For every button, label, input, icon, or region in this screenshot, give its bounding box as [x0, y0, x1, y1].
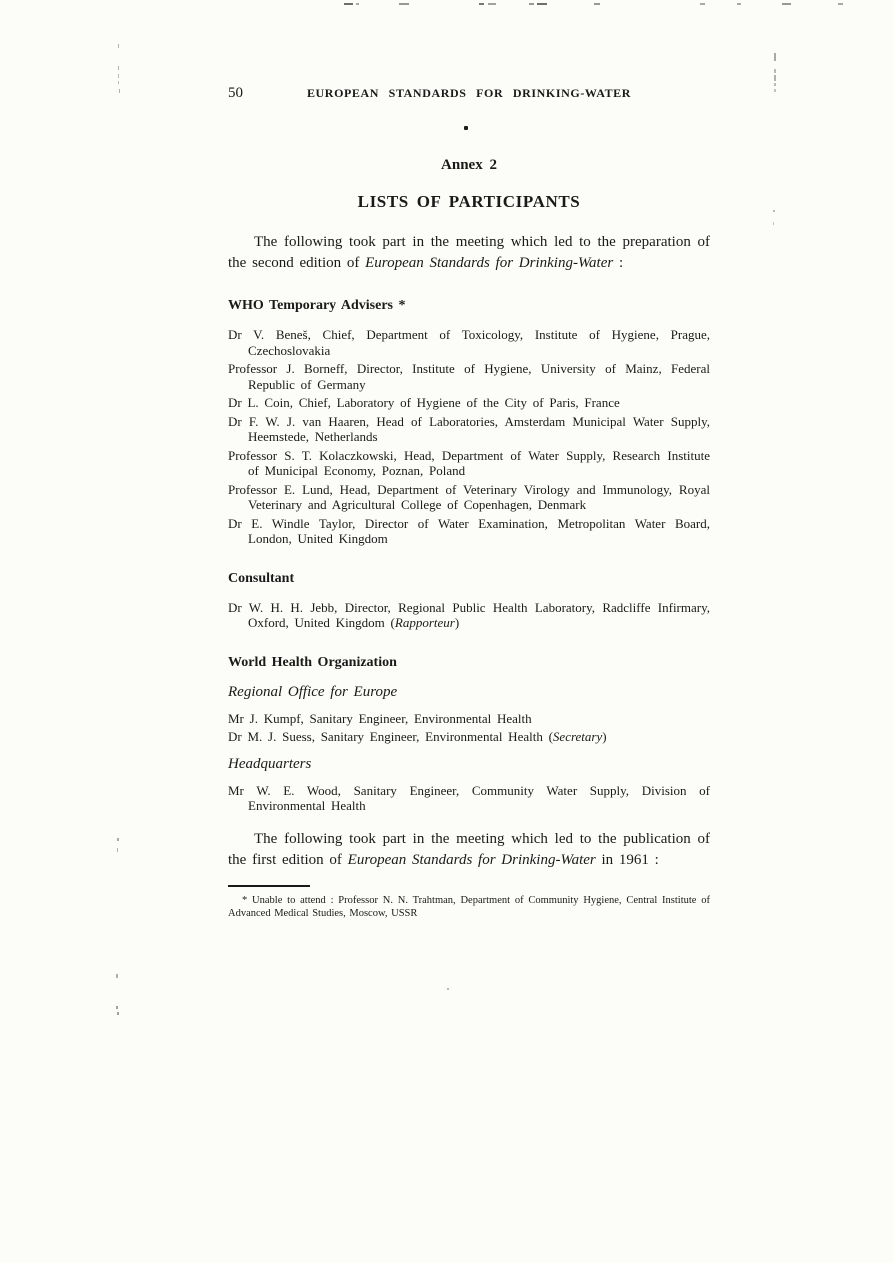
participant-entry — [228, 414, 710, 445]
annex-label: Annex 2 — [441, 157, 497, 173]
footnote: * Unable to attend : Professor N. N. Trahtman, Department of Community Hygiene, Central Institute of Advanced Medical Studies, Moscow, USSR — [228, 894, 710, 919]
intro-text: The following took part in the meeting which led to the preparation of the second edition of — [228, 234, 710, 271]
scan-speck — [737, 3, 741, 5]
intro-paragraph — [228, 232, 710, 274]
scan-speck — [117, 848, 118, 852]
entry-after: ) — [454, 615, 460, 630]
scan-speck — [447, 988, 449, 990]
participant-entry — [228, 516, 710, 547]
scan-speck — [773, 222, 774, 225]
scan-speck — [774, 53, 776, 61]
running-head: EUROPEAN STANDARDS FOR DRINKING-WATER — [306, 86, 632, 100]
participant-entry — [228, 395, 710, 411]
entry-role-italic: Secretary — [552, 729, 603, 744]
scan-speck — [782, 3, 791, 5]
participant-entry — [228, 783, 710, 814]
participant-entry — [228, 729, 710, 745]
entry-text: Mr W. E. Wood, Sanitary Engineer, Community Water Supply, Division of Environmental Health — [228, 782, 710, 813]
section-heading-who: World Health Organization — [228, 654, 397, 670]
entry-text: Professor E. Lund, Head, Department of Veterinary Virology and Immunology, Royal Veterinary and Agricultural College of Copenhagen, Denmark — [228, 481, 710, 512]
section-heading-consultant: Consultant — [228, 570, 295, 586]
entry-text: Dr M. J. Suess, Sanitary Engineer, Environmental Health ( — [228, 729, 553, 744]
scan-speck — [118, 66, 119, 70]
footnote-rule — [228, 885, 310, 887]
participant-entry — [228, 711, 710, 727]
entry-after: ) — [602, 729, 607, 744]
scan-speck — [773, 210, 775, 212]
page-number: 50 — [228, 85, 243, 101]
entry-text: Professor S. T. Kolaczkowski, Head, Department of Water Supply, Research Institute of Municipal Economy, Poznan, Poland — [228, 447, 710, 478]
scan-speck — [118, 81, 119, 84]
scan-speck — [774, 69, 776, 73]
intro-italic-title: European Standards for Drinking-Water — [365, 255, 614, 271]
scan-speck — [774, 83, 776, 86]
scan-speck — [117, 1012, 119, 1015]
closing-italic-title: European Standards for Drinking-Water — [347, 851, 596, 868]
page-header — [228, 86, 710, 102]
text-column — [228, 0, 710, 920]
scan-speck — [118, 44, 119, 48]
closing-paragraph — [228, 829, 710, 871]
subsection-heading-headquarters: Headquarters — [228, 755, 312, 772]
scan-speck — [774, 89, 776, 92]
closing-tail: in 1961 : — [595, 851, 659, 868]
entry-text: Professor J. Borneff, Director, Institute of Hygiene, University of Mainz, Federal Republic of Germany — [228, 361, 710, 392]
scan-speck — [118, 74, 119, 78]
participant-entry — [228, 448, 710, 479]
entry-text: Dr E. Windle Taylor, Director of Water Examination, Metropolitan Water Board, London, United Kingdom — [228, 515, 710, 546]
scan-speck — [774, 75, 776, 81]
scan-speck — [119, 89, 120, 93]
section-heading-who-temporary-advisers: WHO Temporary Advisers * — [228, 298, 406, 313]
subsection-heading-regional-office: Regional Office for Europe — [228, 683, 398, 700]
scan-speck — [117, 838, 119, 841]
participant-entry — [228, 361, 710, 392]
entry-role-italic: Rapporteur — [394, 615, 455, 630]
participant-entry — [228, 482, 710, 513]
entry-text: Dr V. Beneš, Chief, Department of Toxicology, Institute of Hygiene, Prague, Czechoslovakia — [228, 327, 710, 358]
entry-text: Dr W. H. H. Jebb, Director, Regional Public Health Laboratory, Radcliffe Infirmary, Oxford, United Kingdom ( — [228, 599, 710, 630]
intro-tail: : — [613, 255, 624, 271]
entry-text: Dr L. Coin, Chief, Laboratory of Hygiene of the City of Paris, France — [228, 395, 620, 410]
participant-entry — [228, 327, 710, 358]
scan-speck — [838, 3, 843, 5]
scan-speck — [116, 974, 118, 978]
participant-entry — [228, 600, 710, 631]
entry-text: Dr F. W. J. van Haaren, Head of Laboratories, Amsterdam Municipal Water Supply, Heemstede, Netherlands — [228, 413, 710, 444]
page-title: LISTS OF PARTICIPANTS — [357, 192, 581, 211]
scan-speck — [116, 1006, 118, 1009]
entry-text: Mr J. Kumpf, Sanitary Engineer, Environmental Health — [228, 710, 532, 726]
closing-text: The following took part in the meeting which led to the publication of the first edition of — [228, 830, 710, 868]
